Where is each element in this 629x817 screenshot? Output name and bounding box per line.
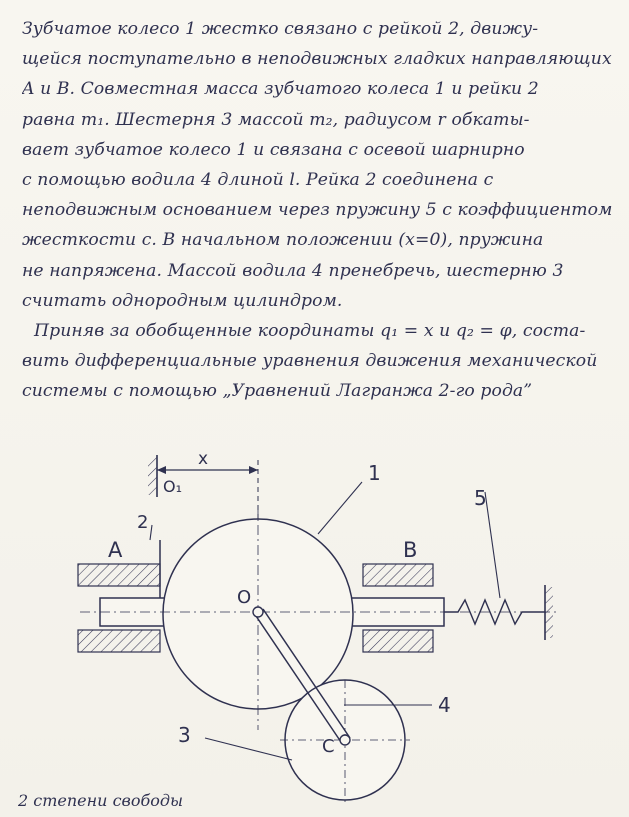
problem-line: A и B. Совместная масса зубчатого колеса 1 и рейки 2 bbox=[22, 79, 539, 100]
problem-line: считать однородным цилиндром. bbox=[22, 290, 343, 311]
label-x: x bbox=[198, 449, 209, 469]
problem-line: вает зубчатое колесо 1 и связана с осевой шарнирно bbox=[22, 139, 525, 160]
fixed-wall-o1 bbox=[148, 455, 157, 497]
label-2: 2 bbox=[137, 512, 149, 533]
problem-line: с помощью водила 4 длиной l. Рейка 2 соединена с bbox=[22, 170, 494, 191]
problem-line: жесткости c. В начальном положении (x=0), пружина bbox=[22, 230, 544, 251]
label-5: 5 bbox=[474, 486, 487, 510]
task-line: вить дифференциальные уравнения движения механической bbox=[22, 351, 598, 372]
label-4: 4 bbox=[438, 693, 451, 717]
degrees-of-freedom-note: 2 степени свободы bbox=[18, 791, 184, 810]
label-a: A bbox=[108, 538, 123, 562]
label-o: O bbox=[237, 587, 252, 608]
problem-line: равна m₁. Шестерня 3 массой m₂, радиусом r обкаты- bbox=[22, 109, 530, 130]
task-line: Приняв за обобщенные координаты q₁ = x и q₂ = φ, состa- bbox=[34, 321, 586, 342]
label-b: B bbox=[403, 538, 418, 562]
label-1: 1 bbox=[368, 461, 381, 485]
problem-line: щейся поступательно в неподвижных гладких направляющих bbox=[22, 49, 612, 70]
problem-statement bbox=[22, 14, 622, 407]
problem-line: неподвижным основанием через пружину 5 с коэффициентом bbox=[22, 200, 613, 221]
problem-line: не напряжена. Массой водила 4 пренебречь, шестерню 3 bbox=[22, 260, 564, 281]
label-3: 3 bbox=[178, 723, 191, 747]
spring-5 bbox=[444, 585, 553, 640]
task-line: системы с помощью „Уравнений Лагранжа 2-го рода” bbox=[22, 381, 533, 402]
label-o1: O₁ bbox=[163, 477, 183, 496]
label-c: C bbox=[322, 736, 335, 757]
problem-line: Зубчатое колесо 1 жестко связано с рейкой 2, движу- bbox=[22, 19, 539, 39]
mechanism-diagram bbox=[0, 417, 629, 817]
